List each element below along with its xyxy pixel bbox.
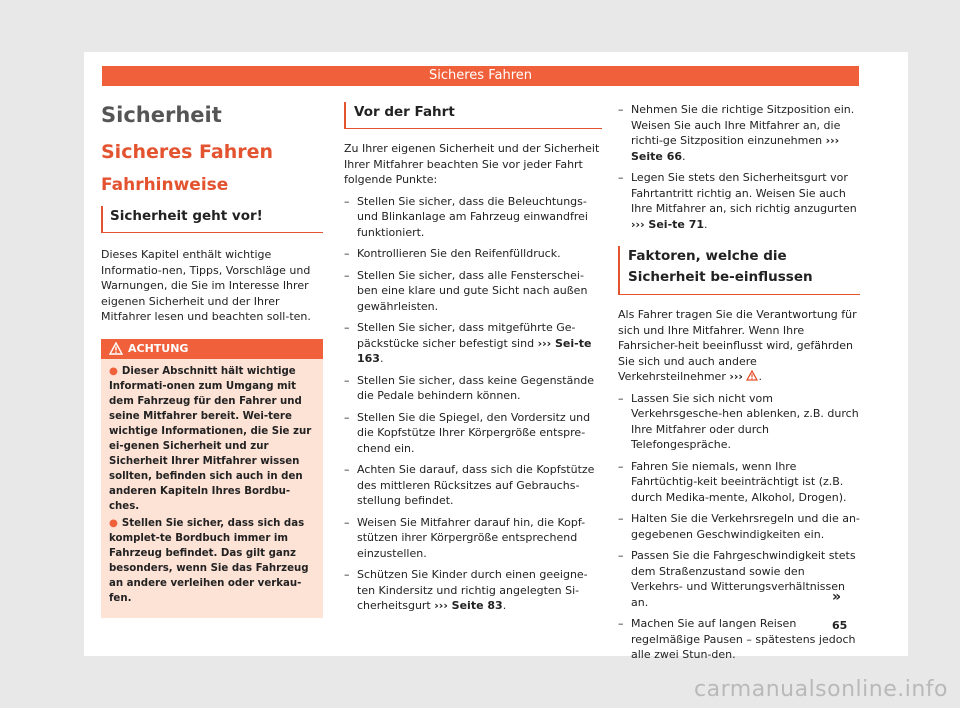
sitz-gurt-list: [618, 102, 860, 232]
chapter-header-bar: [102, 66, 859, 86]
list-item-text: Stellen Sie sicher, dass alle Fensterschei-ben eine klare und gute Sicht nach außen gewährleisten.: [357, 268, 588, 313]
section-title-sicherheit: Sicherheit: [101, 103, 222, 127]
column-right: [618, 102, 860, 669]
list-item-text: Stellen Sie sicher, dass mitgeführte Ge-päckstücke sicher befestigt sind: [357, 321, 576, 350]
section-title-fahrhinweise: Fahrhinweise: [101, 175, 229, 195]
column-middle: [344, 102, 602, 620]
page-reference-link[interactable]: ››› Sei-te 163: [357, 336, 592, 365]
heading-vor-der-fahrt: Vor der Fahrt: [344, 102, 602, 129]
warning-item-text: Dieser Abschnitt hält wichtige Informati-onen zum Umgang mit dem Fahrzeug für den Fahrer und seine Mitfahrer bereit. Wei-tere wichtige Informationen, die Sie zur ei-genen Sicherheit und zur Sicherheit Ihrer Mitfahrer wissen sollten, befinden sich auch in den anderen Kapiteln Ihres Bordbu-ches.: [109, 365, 312, 512]
vor-der-fahrt-list: [344, 194, 602, 614]
list-item-text: Nehmen Sie die richtige Sitzposition ein. Weisen Sie auch Ihre Mitfahrer an, die richti-ge Sitzposition einzunehmen: [631, 103, 855, 147]
warning-title-bar: [101, 339, 323, 359]
warning-item: [109, 364, 315, 514]
list-item: [344, 194, 602, 241]
list-item: [344, 567, 602, 614]
warning-triangle-icon: [746, 370, 758, 381]
list-item: – Lassen Sie sich nicht vom Verkehrsgesche-hen ablenken, z.B. durch Ihre Mitfahrer oder durch Telefongespräche.: [618, 391, 860, 453]
chapter-title: Sicheres Fahren: [429, 68, 532, 83]
list-item: [344, 373, 602, 404]
list-item: [344, 462, 602, 509]
list-item: – Halten Sie die Verkehrsregeln und die an-gegebenen Geschwindigkeiten ein.: [618, 511, 860, 542]
faktoren-intro: Als Fahrer tragen Sie die Verantwortung für sich und Ihre Mitfahrer. Wenn Ihre Fahrsicher-heit beeinflusst wird, gefährden Sie sich und auch andere Verkehrsteilnehmer ››› .: [618, 308, 857, 383]
list-item: [344, 246, 602, 262]
list-item: [618, 102, 860, 164]
list-item-end: .: [682, 149, 686, 163]
vor-der-fahrt-intro: Zu Ihrer eigenen Sicherheit und der Sicherheit Ihrer Mitfahrer beachten Sie vor jeder Fahrt folgende Punkte:: [344, 142, 600, 186]
list-item: – Fahren Sie niemals, wenn Ihre Fahrtüchtig-keit beeinträchtigt ist (z.B. durch Medika-mente, Alkohol, Drogen).: [618, 459, 860, 506]
page-reference-link[interactable]: ››› Seite 66: [631, 134, 840, 163]
list-item-text: Weisen Sie Mitfahrer darauf hin, die Kopf-stützen ihrer Körpergröße entsprechend einzustellen.: [357, 515, 586, 560]
list-item: [344, 515, 602, 562]
list-item-end: .: [379, 352, 384, 365]
list-item: [618, 170, 860, 232]
subheading-sicherheit-geht-vor: Sicherheit geht vor!: [101, 206, 323, 233]
watermark: carmanualsonline.info: [694, 677, 948, 702]
manual-page: [84, 52, 908, 661]
list-item-text: Legen Sie stets den Sicherheitsgurt vor Fahrtantritt richtig an. Weisen Sie auch Ihre Mitfahrer an, sich richtig anzugurten: [631, 171, 857, 215]
intro-paragraph: Dieses Kapitel enthält wichtige Informatio-nen, Tipps, Vorschläge und Warnungen, die Sie im Interesse Ihrer eigenen Sicherheit und der Ihrer Mitfahrer lesen und beachten soll-ten.: [101, 248, 311, 323]
continue-arrow-icon: »: [832, 589, 842, 605]
list-item: – Passen Sie die Fahrgeschwindigkeit stets dem Straßenzustand sowie den Verkehrs- und Witterungsverhältnissen an.: [618, 548, 860, 610]
list-item-text: Schützen Sie Kinder durch einen geeigne-ten Kindersitz und richtig angelegten Si-cherheitsgurt: [357, 568, 588, 612]
heading-faktoren: Faktoren, welche die Sicherheit be-einflussen: [618, 246, 860, 295]
warning-reference-link[interactable]: ›››: [729, 370, 743, 383]
bullet-icon: ●: [109, 517, 118, 529]
warning-box: [101, 339, 323, 618]
list-item-text: Achten Sie darauf, dass sich die Kopfstütze des mittleren Rücksitzes auf Gebrauchs-stellung befindet.: [357, 463, 595, 507]
list-item-text: Stellen Sie sicher, dass keine Gegenstände die Pedale behindern können.: [357, 373, 595, 402]
list-item-end: .: [502, 599, 507, 612]
column-left: [101, 102, 323, 618]
list-item-text: Kontrollieren Sie den Reifenfülldruck.: [357, 247, 561, 260]
page-reference-link[interactable]: ››› Seite 83: [434, 599, 503, 612]
list-item: [344, 320, 602, 367]
list-item-end: .: [704, 217, 708, 231]
warning-item: [109, 516, 315, 606]
list-item: [344, 410, 602, 457]
page-number: 65: [832, 619, 848, 632]
warning-body: [101, 359, 323, 618]
bullet-icon: ●: [109, 365, 118, 377]
section-title-sicheres-fahren: Sicheres Fahren: [101, 141, 274, 163]
faktoren-list: [618, 391, 860, 663]
list-item-text: Stellen Sie die Spiegel, den Vordersitz und die Kopfstütze Ihrer Körpergröße entspre-chend ein.: [357, 410, 591, 455]
warning-triangle-icon: [109, 342, 123, 355]
warning-title: ACHTUNG: [128, 341, 189, 355]
page-reference-link[interactable]: ››› Sei-te 71: [631, 217, 705, 231]
faktoren-intro-text: Als Fahrer tragen Sie die Verantwortung für sich und Ihre Mitfahrer. Wenn Ihre Fahrsicher-heit beeinflusst wird, gefährden Sie sich und auch andere Verkehrsteilnehmer: [618, 308, 857, 383]
list-item: [344, 268, 602, 315]
warning-item-text: Stellen Sie sicher, dass sich das komplet-te Bordbuch immer im Fahrzeug befindet. Das gilt ganz besonders, wenn Sie das Fahrzeug an andere verleihen oder verkau-fen.: [109, 517, 309, 604]
list-item: – Machen Sie auf langen Reisen regelmäßige Pausen – spätestens jedoch alle zwei Stun-den.: [618, 616, 860, 663]
list-item-text: Stellen Sie sicher, dass die Beleuchtungs- und Blinkanlage am Fahrzeug einwandfrei funktioniert.: [357, 194, 588, 239]
